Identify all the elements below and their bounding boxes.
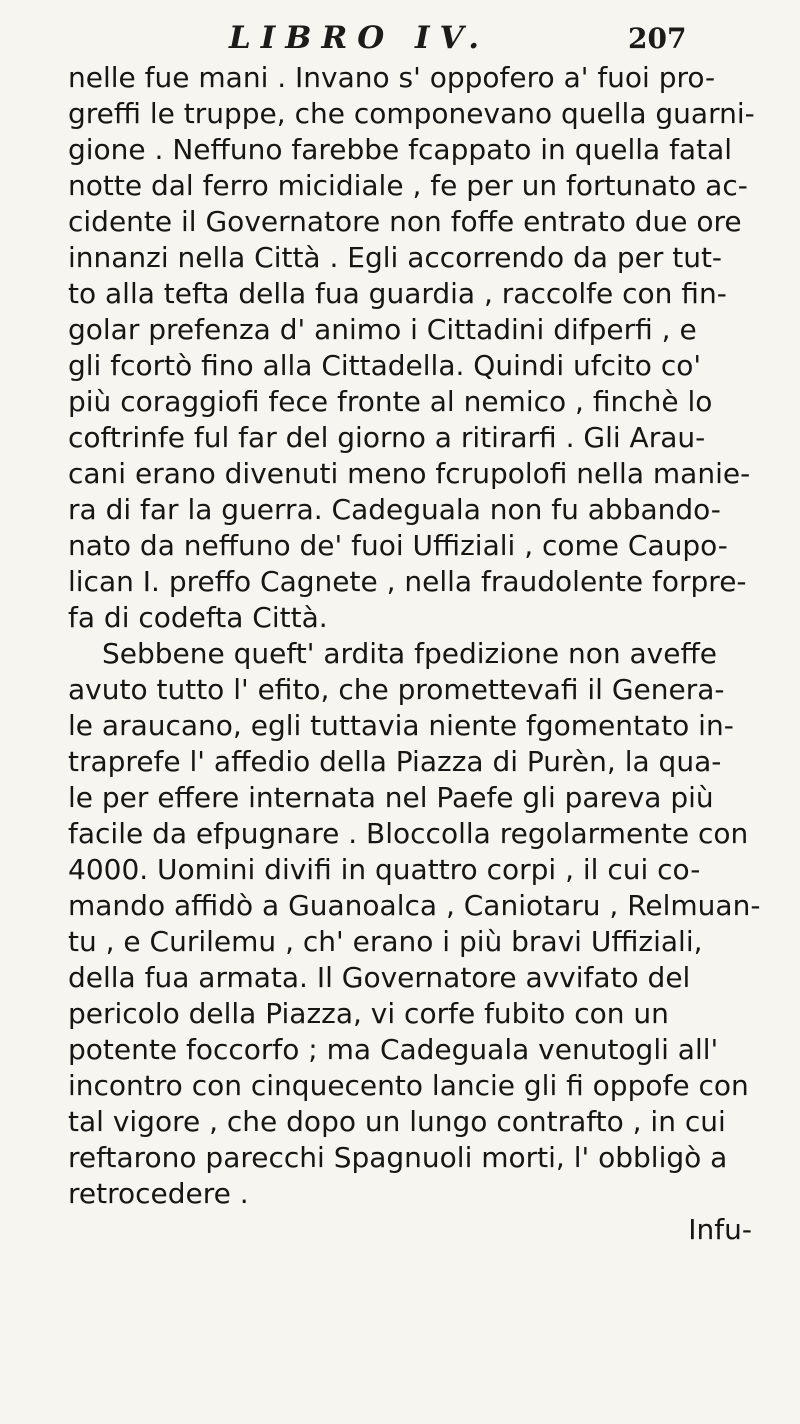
text-line: nato da neffuno de' fuoi Uffiziali , come Caupo- (68, 529, 728, 562)
paragraph-start-line: Sebbene queft' ardita fpedizione non aveffe (102, 637, 717, 670)
text-line: gione . Neffuno farebbe fcappato in quella fatal (68, 133, 733, 166)
text-line: ra di far la guerra. Cadeguala non fu abbando- (68, 493, 721, 526)
text-line: le araucano, egli tuttavia niente fgomentato in- (68, 709, 734, 742)
text-line: della fua armata. Il Governatore avvifato del (68, 961, 691, 994)
text-line: traprefe l' affedio della Piazza di Purèn, la qua- (68, 745, 722, 778)
text-line: nelle fue mani . Invano s' oppofero a' fuoi pro- (68, 61, 716, 94)
text-line: potente foccorfo ; ma Cadeguala venutogli all' (68, 1033, 719, 1066)
catchword: Infu- (688, 1213, 752, 1246)
body-text (68, 60, 762, 1248)
text-line: 4000. Uomini divifi in quattro corpi , il cui co- (68, 853, 701, 886)
text-line: cidente il Governatore non foffe entrato due ore (68, 205, 742, 238)
text-line: innanzi nella Città . Egli accorrendo da per tut- (68, 241, 723, 274)
page-header (0, 12, 800, 62)
page-number: 207 (628, 22, 687, 55)
text-line: tal vigore , che dopo un lungo contrafto , in cui (68, 1105, 726, 1138)
text-line: facile da efpugnare . Bloccolla regolarmente con (68, 817, 749, 850)
text-line: golar prefenza d' animo i Cittadini difperfi , e (68, 313, 697, 346)
text-line: avuto tutto l' efito, che promettevafi il Genera- (68, 673, 725, 706)
text-line: pericolo della Piazza, vi corfe fubito con un (68, 997, 669, 1030)
running-title: LIBRO IV. (229, 20, 489, 56)
text-line: notte dal ferro micidiale , fe per un fortunato ac- (68, 169, 748, 202)
text-line: reftarono parecchi Spagnuoli morti, l' obbligò a (68, 1141, 728, 1174)
text-line: mando affidò a Guanoalca , Caniotaru , Relmuan- (68, 889, 761, 922)
text-line: fa di codefta Città. (68, 601, 328, 634)
text-line: incontro con cinquecento lancie gli fi oppofe con (68, 1069, 749, 1102)
text-line: coftrinfe ful far del giorno a ritirarfi . Gli Arau- (68, 421, 706, 454)
text-line: più coraggiofi fece fronte al nemico , finchè lo (68, 385, 713, 418)
text-line: retrocedere . (68, 1177, 249, 1210)
text-line: cani erano divenuti meno fcrupolofi nella manie- (68, 457, 751, 490)
text-line: tu , e Curilemu , ch' erano i più bravi Uffiziali, (68, 925, 703, 958)
text-line: to alla tefta della fua guardia , raccolfe con fin- (68, 277, 727, 310)
text-line: gli fcortò fino alla Cittadella. Quindi ufcito co' (68, 349, 702, 382)
text-line: greffi le truppe, che componevano quella guarni- (68, 97, 755, 130)
text-line: lican I. preffo Cagnete , nella fraudolente forpre- (68, 565, 747, 598)
text-line: le per effere internata nel Paefe gli pareva più (68, 781, 714, 814)
